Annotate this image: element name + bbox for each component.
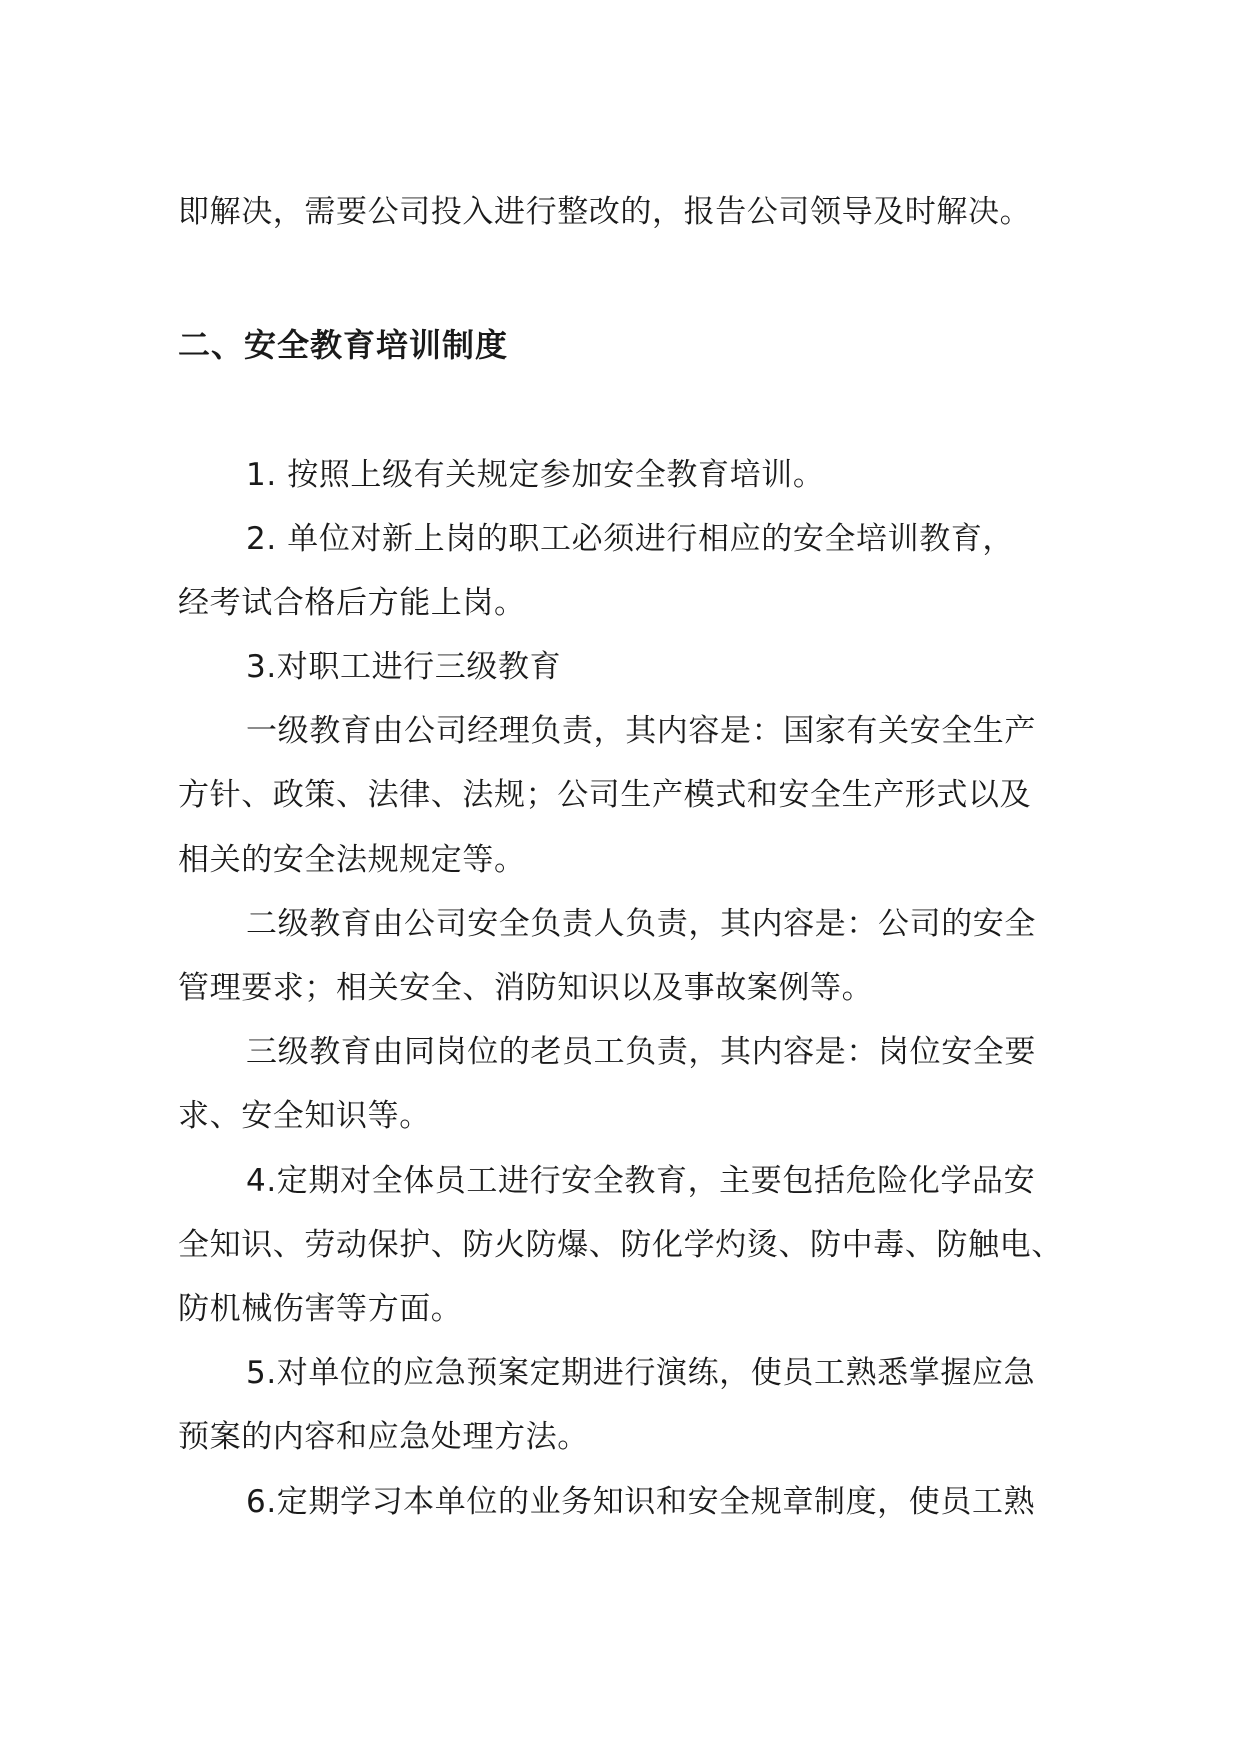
item-5-line-2: 预案的内容和应急处理方法。 xyxy=(178,1419,589,1455)
level-2-line-1: 二级教育由公司安全负责人负责，其内容是：公司的安全 xyxy=(246,906,1036,942)
item-2-line-2: 经考试合格后方能上岗。 xyxy=(178,585,526,621)
section-heading: 二、安全教育培训制度 xyxy=(178,326,509,364)
item-4-line-1: 4.定期对全体员工进行安全教育，主要包括危险化学品安 xyxy=(246,1163,1036,1199)
item-6-line-1: 6.定期学习本单位的业务知识和安全规章制度，使员工熟 xyxy=(246,1484,1036,1520)
paragraph-line-continuation: 即解决，需要公司投入进行整改的，报告公司领导及时解决。 xyxy=(178,194,1032,230)
item-2-line-1: 2. 单位对新上岗的职工必须进行相应的安全培训教育， xyxy=(246,521,1015,557)
item-5-line-1: 5.对单位的应急预案定期进行演练，使员工熟悉掌握应急 xyxy=(246,1355,1036,1391)
item-3-line: 3.对职工进行三级教育 xyxy=(246,649,562,685)
level-2-line-2: 管理要求；相关安全、消防知识以及事故案例等。 xyxy=(178,970,874,1006)
level-3-line-2: 求、安全知识等。 xyxy=(178,1098,431,1134)
item-1-line: 1. 按照上级有关规定参加安全教育培训。 xyxy=(246,457,825,493)
level-1-line-3: 相关的安全法规规定等。 xyxy=(178,842,526,878)
item-4-line-2: 全知识、劳动保护、防火防爆、防化学灼烫、防中毒、防触电、 xyxy=(178,1227,1063,1263)
item-4-line-3: 防机械伤害等方面。 xyxy=(178,1291,463,1327)
level-1-line-1: 一级教育由公司经理负责，其内容是：国家有关安全生产 xyxy=(246,713,1036,749)
level-1-line-2: 方针、政策、法律、法规；公司生产模式和安全生产形式以及 xyxy=(178,777,1032,813)
level-3-line-1: 三级教育由同岗位的老员工负责，其内容是：岗位安全要 xyxy=(246,1034,1036,1070)
